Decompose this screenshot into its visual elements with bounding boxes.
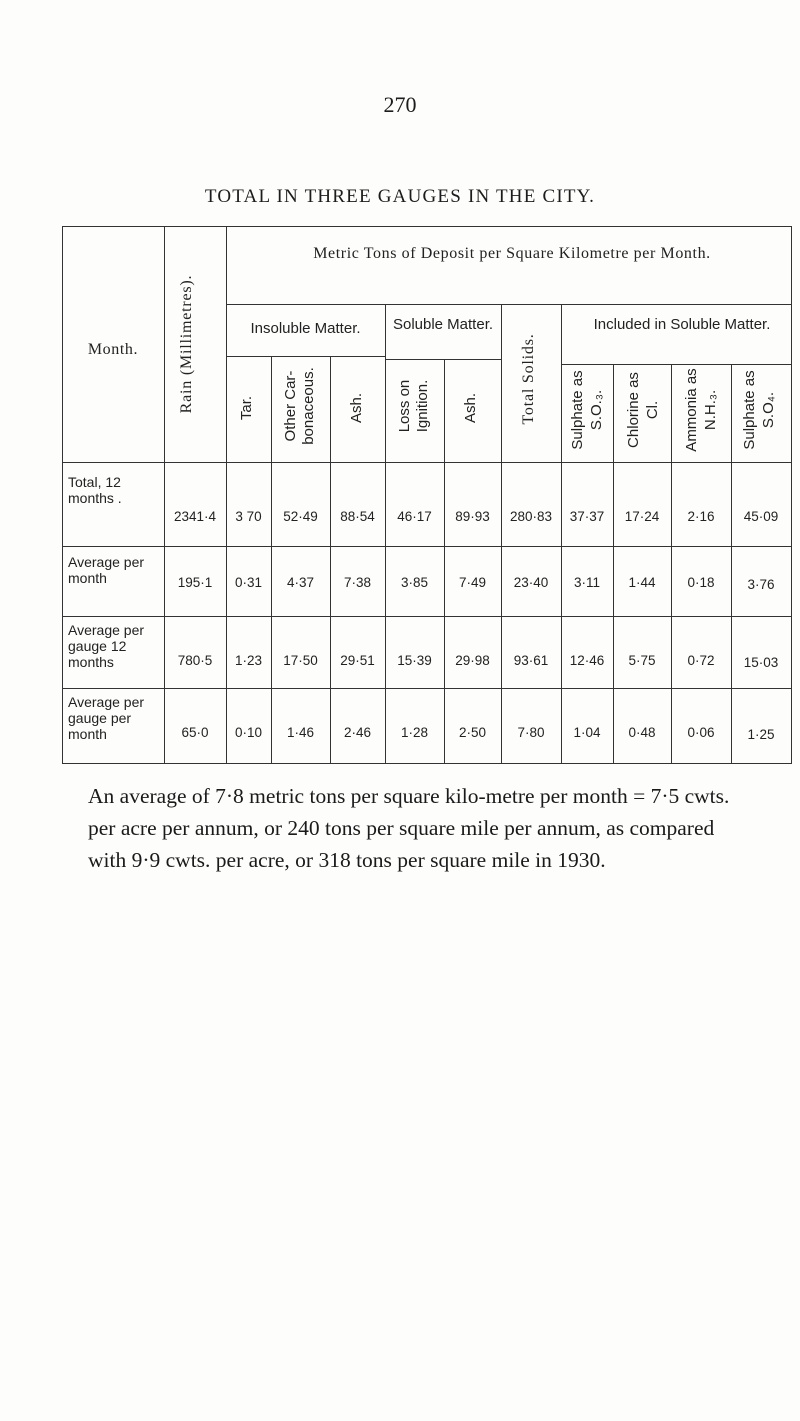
table-right-rule — [791, 226, 792, 764]
page-number: 270 — [383, 92, 417, 117]
cell: 2341·4 — [173, 509, 217, 524]
cell: 4·37 — [286, 575, 315, 590]
cell: 1·25 — [747, 727, 775, 742]
rain-header: Rain (Millimetres). — [178, 274, 195, 414]
sulphate-so3-header: Sulphate as S.O.₃. — [569, 370, 605, 450]
table-top-rule — [62, 226, 792, 227]
ash-insoluble-header: Ash. — [348, 393, 365, 424]
rule-col-other-ash — [330, 356, 331, 764]
rule-col-loss-ash — [444, 359, 445, 764]
cell: 37·37 — [569, 509, 605, 524]
rule-header-bottom — [62, 462, 792, 463]
cell: 1·23 — [234, 653, 263, 668]
chlorine-header: Chlorine as Cl. — [625, 372, 661, 448]
rule-month-rain — [164, 226, 165, 764]
rule-row-1 — [62, 546, 792, 547]
rule-soluble-total — [501, 304, 502, 764]
cell: 29·51 — [340, 653, 375, 668]
cell: 1·44 — [628, 575, 656, 590]
rule-total-included — [561, 304, 562, 764]
deposit-table — [62, 226, 792, 764]
cell: 15·39 — [397, 653, 432, 668]
month-header: Month. — [87, 341, 139, 358]
cell: 17·24 — [624, 509, 660, 524]
cell: 7·49 — [458, 575, 487, 590]
cell: 1·46 — [286, 725, 315, 740]
cell: 7·80 — [517, 725, 545, 740]
table-bottom-rule — [62, 763, 792, 764]
rule-insoluble-soluble — [385, 304, 386, 764]
cell: 2·16 — [687, 509, 715, 524]
cell: 7·38 — [343, 575, 372, 590]
rule-subgroup — [226, 356, 385, 357]
cell: 3·85 — [400, 575, 429, 590]
insoluble-header: Insoluble Matter. — [250, 320, 361, 337]
cell: 93·61 — [513, 653, 549, 668]
cell: 15·03 — [743, 655, 779, 670]
cell: 0·06 — [687, 725, 715, 740]
rule-rain-data — [226, 226, 227, 764]
rule-row-2 — [62, 616, 792, 617]
cell: 1·04 — [573, 725, 601, 740]
cell: 46·17 — [397, 509, 432, 524]
cell: 2·50 — [458, 725, 487, 740]
cell: 65·0 — [181, 725, 209, 740]
loss-on-ignition-header: Loss on Ignition. — [396, 379, 431, 433]
soluble-header: Soluble Matter. — [392, 316, 494, 333]
row-label-avg-gauge-12: Average per gauge 12 months — [68, 622, 145, 670]
tar-header: Tar. — [238, 395, 255, 421]
rule-col-cl-nh3 — [671, 364, 672, 764]
cell: 45·09 — [743, 509, 779, 524]
table-heading: TOTAL IN THREE GAUGES IN THE CITY. — [204, 186, 596, 207]
cell: 0·48 — [628, 725, 656, 740]
cell: 12·46 — [569, 653, 605, 668]
table-left-rule — [62, 226, 63, 764]
cell: 23·40 — [513, 575, 549, 590]
cell: 88·54 — [340, 509, 375, 524]
rule-col-tar-other — [271, 356, 272, 764]
cell: 195·1 — [177, 575, 213, 590]
cell: 280·83 — [509, 509, 553, 524]
ash-soluble-header: Ash. — [462, 393, 479, 424]
cell: 89·93 — [455, 509, 490, 524]
cell: 1·28 — [400, 725, 429, 740]
row-label-total: Total, 12 months . — [68, 474, 122, 506]
total-solids-header: Total Solids. — [520, 333, 537, 425]
cell: 2·46 — [343, 725, 372, 740]
rule-col-nh3-so4 — [731, 364, 732, 764]
cell: 17·50 — [283, 653, 318, 668]
rule-group-title — [226, 304, 791, 305]
ammonia-header: Ammonia as N.H.₃. — [683, 368, 719, 452]
cell: 780·5 — [177, 653, 213, 668]
summary-paragraph: An average of 7·8 metric tons per square kilo-metre per month = 7·5 cwts. per acre per annum, or 240 tons per square mile per annum, as compared with 9·9 cwts. per acre, or 318 tons per square mile in 1930. — [88, 784, 730, 872]
cell: 5·75 — [628, 653, 656, 668]
cell: 0·18 — [687, 575, 715, 590]
rule-col-so3-cl — [613, 364, 614, 764]
cell: 52·49 — [283, 509, 318, 524]
sulphate-so4-header: Sulphate as S.O₄. — [741, 370, 777, 450]
other-carbonaceous-header: Other Car-bonaceous. — [282, 367, 317, 445]
cell: 0·72 — [687, 653, 715, 668]
cell: 29·98 — [455, 653, 490, 668]
cell: 0·10 — [234, 725, 263, 740]
included-header: Included in Soluble Matter. — [593, 316, 771, 333]
rule-row-3 — [62, 688, 792, 689]
cell: 3·11 — [573, 575, 601, 590]
cell: 0·31 — [234, 575, 263, 590]
cell: 3 70 — [235, 509, 262, 524]
cell: 3·76 — [747, 577, 775, 592]
row-label-avg-month: Average per month — [68, 554, 145, 586]
group-title: Metric Tons of Deposit per Square Kilometre per Month. — [313, 245, 711, 262]
row-label-avg-gauge-month: Average per gauge per month — [68, 694, 145, 742]
